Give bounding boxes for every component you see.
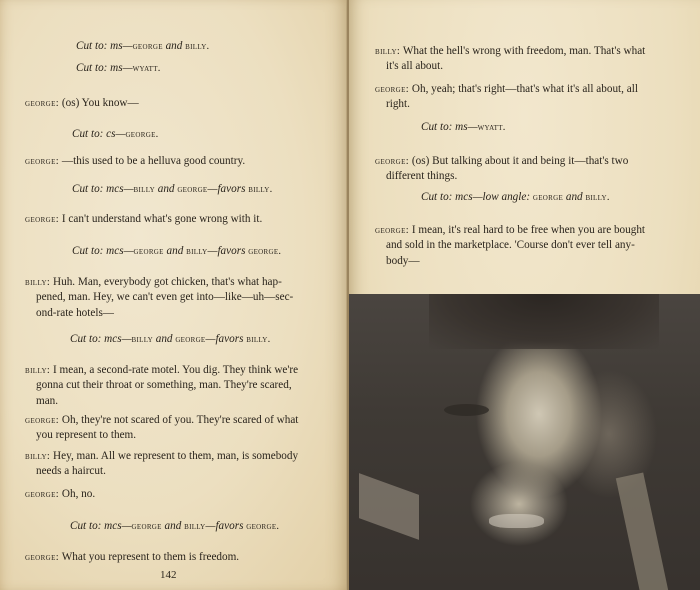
dialogue-block: billy: I mean, a second-rate motel. You dig. They think we're gonna cut their throat or something, man. They're scared, man. <box>25 364 299 407</box>
speaker-name: george: <box>375 156 410 167</box>
scene-cue: Cut to: mcs—low angle: george and billy. <box>421 191 610 203</box>
scene-cue: Cut to: mcs—george and billy—favors george. <box>70 520 280 532</box>
speaker-name: george: <box>25 552 60 563</box>
photo-eye <box>444 404 489 416</box>
dialogue-line: george: (os) You know— <box>25 97 139 109</box>
photo-collar <box>359 473 419 540</box>
dialogue-block: billy: Huh. Man, everybody got chicken, that's what hap- pened, man. Hey, we can't even get into—like—uh—sec- ond-rate hotels— <box>25 276 294 319</box>
scene-cue: Cut to: cs—george. <box>72 128 159 140</box>
dialogue-line: george: I can't understand what's gone wrong with it. <box>25 213 263 225</box>
speaker-name: george: <box>25 214 60 225</box>
scene-cue: Cut to: ms—wyatt. <box>421 121 506 133</box>
page-number: 142 <box>160 569 177 581</box>
speaker-name: george: <box>375 84 410 95</box>
scene-cue: Cut to: mcs—billy and george—favors billy. <box>70 333 271 345</box>
left-page <box>0 0 349 590</box>
speaker-name: billy: <box>25 365 51 376</box>
dialogue-block: george: Oh, yeah; that's right—that's what it's all about, all right. <box>375 83 638 111</box>
dialogue-block: george: (os) But talking about it and being it—that's two different things. <box>375 155 629 183</box>
dialogue-line: george: —this used to be a helluva good country. <box>25 155 246 167</box>
speaker-name: george: <box>25 489 60 500</box>
dialogue-block: george: I mean, it's real hard to be free when you are bought and sold in the marketplace. 'Course don't ever tell any- body— <box>375 224 646 267</box>
speaker-name: george: <box>25 156 60 167</box>
photo-mouth <box>489 514 544 528</box>
speaker-name: george: <box>25 98 60 109</box>
scene-cue: Cut to: ms—wyatt. <box>76 62 161 74</box>
dialogue-block: george: Oh, they're not scared of you. They're scared of what you represent to them. <box>25 414 299 442</box>
scene-cue: Cut to: mcs—billy and george—favors billy. <box>72 183 273 195</box>
speaker-name: billy: <box>25 451 51 462</box>
speaker-name: george: <box>375 225 410 236</box>
dialogue-line: george: Oh, no. <box>25 488 96 500</box>
film-still-photo <box>349 294 700 590</box>
speaker-name: billy: <box>375 46 401 57</box>
speaker-name: billy: <box>25 277 51 288</box>
photo-hair <box>429 294 659 349</box>
dialogue-block: billy: What the hell's wrong with freedom, man. That's what it's all about. <box>375 45 646 73</box>
scene-cue: Cut to: ms—george and billy. <box>76 40 210 52</box>
speaker-name: george: <box>25 415 60 426</box>
photo-strap <box>616 473 670 590</box>
dialogue-line: george: What you represent to them is freedom. <box>25 551 240 563</box>
scene-cue: Cut to: mcs—george and billy—favors george. <box>72 245 282 257</box>
dialogue-block: billy: Hey, man. All we represent to them, man, is somebody needs a haircut. <box>25 450 299 478</box>
